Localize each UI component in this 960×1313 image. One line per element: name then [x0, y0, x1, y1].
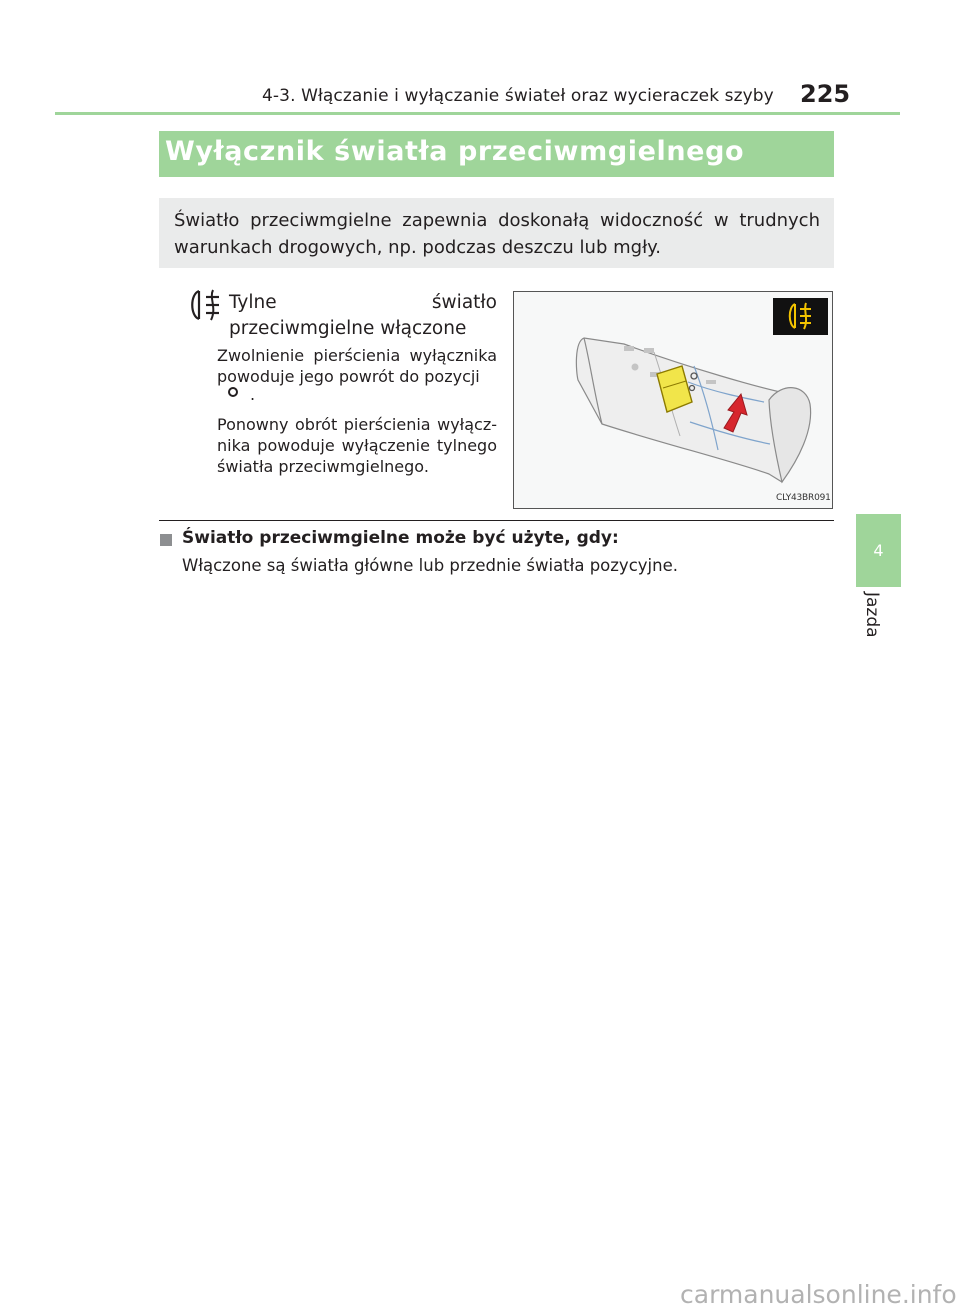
figure-code: CLY43BR091	[776, 493, 831, 503]
intro-box	[159, 198, 834, 268]
running-header: 4-3. Włączanie i wyłączanie świateł oraz wycieraczek szyby	[262, 86, 774, 106]
lever-body	[576, 338, 810, 482]
section-title: Wyłącznik światła przeciwmgielnego	[165, 136, 745, 167]
header-rule	[55, 112, 900, 115]
release-note: Zwolnienie pierścienia wyłącznika powoduje jego powrót do pozycji	[217, 346, 497, 386]
watermark: carmanualsonline.info	[680, 1280, 957, 1309]
square-bullet	[160, 534, 172, 546]
section-title-bar	[159, 131, 834, 177]
mode-title: Tylne światło przeciwmgielne włączone	[229, 292, 497, 339]
page-number: 225	[800, 80, 851, 108]
switch-illustration	[513, 291, 833, 509]
release-note-end: .	[250, 385, 256, 404]
chapter-tab	[856, 514, 901, 587]
chapter-label: Jazda	[862, 592, 882, 638]
turn-off-note: Ponowny obrót pierścienia wyłącz-nika powoduje wyłączenie tylnego światła przeciwmgielnego.	[217, 415, 497, 476]
lever-drawing	[514, 292, 832, 508]
condition-title: Światło przeciwmgielne może być użyte, gdy:	[182, 528, 619, 548]
condition-text: Włączone są światła główne lub przednie światła pozycyjne.	[182, 556, 678, 575]
chapter-number: 4	[873, 541, 884, 560]
rear-fog-light-icon	[186, 288, 222, 322]
intro-text: Światło przeciwmgielne zapewnia doskonałą widoczność w trudnych warunkach drogowych, np. podczas deszczu lub mgły.	[174, 210, 820, 258]
section-divider	[159, 520, 834, 521]
position-o-symbol	[228, 387, 238, 397]
